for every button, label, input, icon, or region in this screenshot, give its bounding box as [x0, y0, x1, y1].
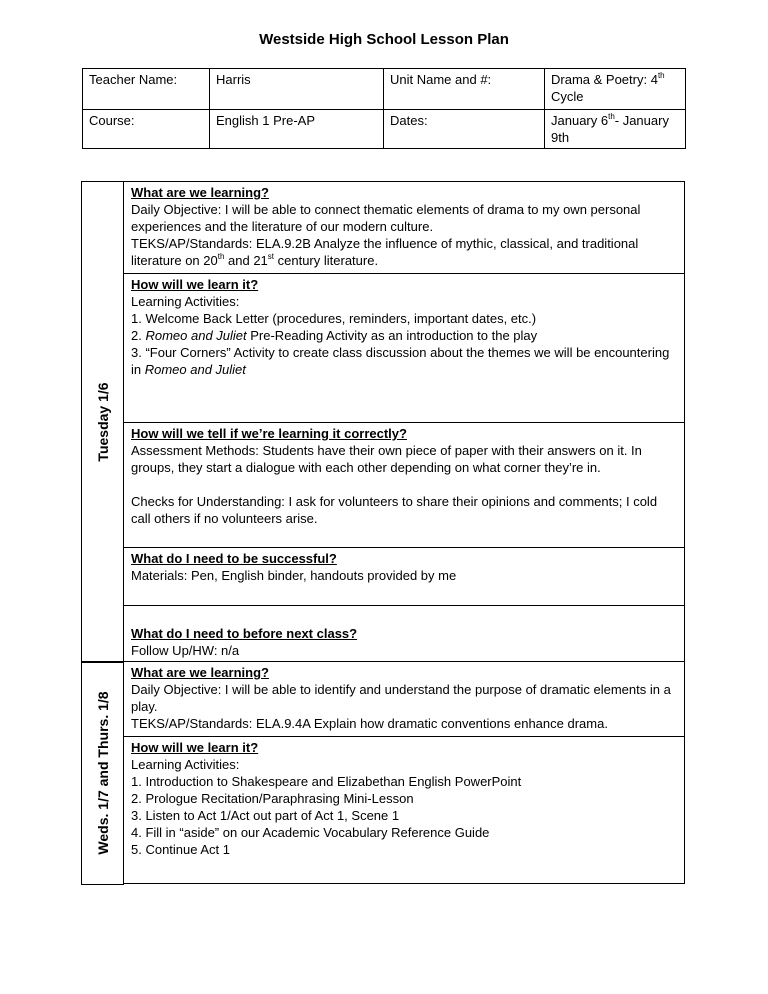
dates-value: January 6th- January 9th: [545, 110, 686, 149]
day1-learning-heading: What are we learning?: [131, 185, 269, 200]
day2-teks: TEKS/AP/Standards: ELA.9.4A Explain how dramatic conventions enhance drama.: [131, 716, 608, 731]
day1-activities-label: Learning Activities:: [131, 294, 240, 309]
document-title: Westside High School Lesson Plan: [259, 31, 509, 48]
day1-how-heading: How will we learn it?: [131, 277, 259, 292]
day2-label: Weds. 1/7 and Thurs. 1/8: [95, 691, 111, 855]
day2-learning-cell: [123, 661, 685, 737]
day1-next-heading: What do I need to before next class?: [131, 626, 358, 641]
day1-learning-cell: [123, 181, 685, 274]
day1-activity-2: 2. Romeo and Juliet Pre-Reading Activity as an introduction to the play: [131, 328, 538, 343]
header-table: [82, 68, 686, 149]
day2-activities-label: Learning Activities:: [131, 757, 240, 772]
day2-side: [81, 661, 124, 885]
day1-success-heading: What do I need to be successful?: [131, 551, 337, 566]
teacher-value: Harris: [210, 69, 384, 110]
day2-objective: Daily Objective: I will be able to identify and understand the purpose of dramatic elements in a play.: [131, 682, 671, 714]
day2-activity-5: 5. Continue Act 1: [131, 842, 231, 857]
unit-value: Drama & Poetry: 4th Cycle: [545, 69, 686, 110]
day2-how-heading: How will we learn it?: [131, 740, 259, 755]
day1-label: Tuesday 1/6: [95, 382, 111, 462]
day2-how-cell: [123, 736, 685, 884]
day1-next-cell: [123, 605, 685, 662]
day2-activity-2: 2. Prologue Recitation/Paraphrasing Mini-Lesson: [131, 791, 414, 806]
day2-activity-1: 1. Introduction to Shakespeare and Elizabethan English PowerPoint: [131, 774, 522, 789]
day2-activity-4: 4. Fill in “aside” on our Academic Vocabulary Reference Guide: [131, 825, 490, 840]
day2-learning-heading: What are we learning?: [131, 665, 269, 680]
day1-tell-heading: How will we tell if we’re learning it correctly?: [131, 426, 407, 441]
day1-side: [81, 181, 124, 663]
day1-activity-1: 1. Welcome Back Letter (procedures, reminders, important dates, etc.): [131, 311, 537, 326]
course-value: English 1 Pre-AP: [210, 110, 384, 149]
day1-activity-3: 3. “Four Corners” Activity to create class discussion about the themes we will be encountering in Romeo and Juliet: [131, 345, 670, 377]
day1-success-cell: [123, 547, 685, 606]
day1-how-cell: [123, 273, 685, 423]
day1-materials: Materials: Pen, English binder, handouts provided by me: [131, 568, 457, 583]
day2-activity-3: 3. Listen to Act 1/Act out part of Act 1, Scene 1: [131, 808, 400, 823]
day1-checks: Checks for Understanding: I ask for volunteers to share their opinions and comments; I cold call others if no volunteers arise.: [131, 494, 658, 526]
day1-followup: Follow Up/HW: n/a: [131, 643, 240, 658]
day1-teks: TEKS/AP/Standards: ELA.9.2B Analyze the influence of mythic, classical, and traditional literature on 20th and 21st century literature.: [131, 236, 639, 268]
course-label: Course:: [83, 110, 210, 149]
unit-label: Unit Name and #:: [384, 69, 545, 110]
day1-objective: Daily Objective: I will be able to connect thematic elements of drama to my own personal experiences and the literature of our modern culture.: [131, 202, 641, 234]
dates-label: Dates:: [384, 110, 545, 149]
teacher-label: Teacher Name:: [83, 69, 210, 110]
day1-assessment-cell: [123, 422, 685, 548]
day1-assessment: Assessment Methods: Students have their own piece of paper with their answers on it. In groups, they start a dialogue with each other depending on what corner they’re in.: [131, 443, 642, 475]
